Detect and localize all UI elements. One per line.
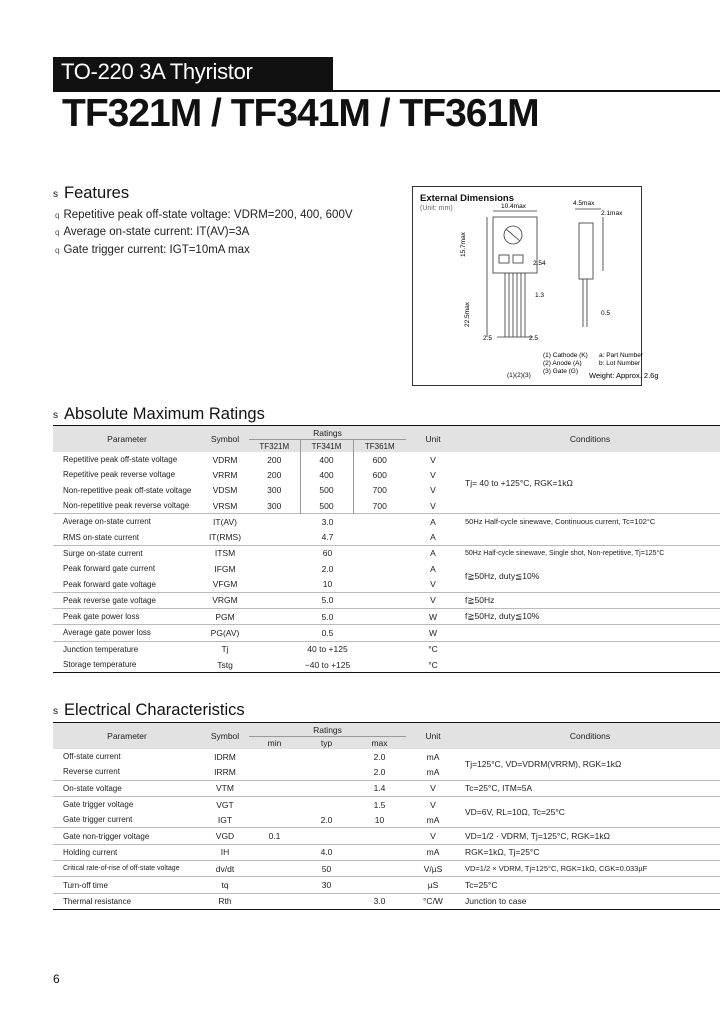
package-weight: Weight: Approx. 2.6g xyxy=(589,371,659,380)
table-row: RMS on-state current IT(RMS) 4.7 A xyxy=(63,532,436,543)
electrical-heading: s Electrical Characteristics xyxy=(53,701,245,719)
table-row: Repetitive peak off-state voltage VDRM 200 400 600 V Tj= 40 to +125°C, RGK=1kΩ xyxy=(53,452,720,467)
features-heading: s Features xyxy=(53,184,130,202)
section-bullet: s xyxy=(53,706,58,717)
table-row: Turn-off time tq 30 µS Tc=25°C xyxy=(53,877,720,893)
pin-label: (2) Anode (A) xyxy=(543,360,582,367)
col-header-symbol: Symbol xyxy=(201,426,249,453)
table-row: Non-repetitive peak reverse voltage VRSM 300 500 700 V xyxy=(53,498,720,514)
absolute-maximum-ratings-table xyxy=(53,425,720,673)
dimensions-title: External Dimensions xyxy=(420,193,514,204)
dim-label: 0.5 xyxy=(601,310,611,317)
pin-numbers: (1)(2)(3) xyxy=(507,372,531,379)
col-header-parameter: Parameter xyxy=(53,723,201,750)
page-title: TF321M / TF341M / TF361M xyxy=(62,92,539,135)
dim-label: 15.7max xyxy=(460,232,467,257)
table-row: Storage temperature Tstg −40 to +125 °C xyxy=(53,657,720,673)
col-header-conditions: Conditions xyxy=(460,426,720,453)
condition-cell: 50Hz Half-cycle sinewave, Continuous current, Tc=102°C xyxy=(460,514,720,530)
package-body-front xyxy=(493,217,537,273)
table-row: Peak gate power loss PGM 5.0 W f≧50Hz, duty≦10% xyxy=(53,608,720,624)
col-header-model: TF361M xyxy=(353,440,406,453)
table-row: Off-state current IDRM 2.0 mA Tj=125°C, VD=VDRM(VRRM), RGK=1kΩ xyxy=(53,749,720,764)
table-row: Junction temperature Tj 40 to +125 °C xyxy=(53,641,720,657)
col-header-model: TF321M xyxy=(249,440,300,453)
condition-cell: Tj=125°C, VD=VDRM(VRRM), RGK=1kΩ xyxy=(465,759,622,770)
table-row: Gate non-trigger voltage VGD 0.1 V VD=1/2 · VDRM, Tj=125°C, RGK=1kΩ xyxy=(53,828,720,844)
item-bullet: q xyxy=(55,228,60,237)
package-drawing xyxy=(413,187,659,383)
dim-label: 22.5max xyxy=(464,302,471,327)
col-header-conditions: Conditions xyxy=(460,723,720,750)
col-header-ratings: Ratings xyxy=(249,426,406,440)
dim-label: 10.4max xyxy=(501,203,526,210)
dim-label: 4.5max xyxy=(573,200,595,207)
condition-cell: 50Hz Half-cycle sinewave, Single shot, Non-repetitive, Tj=125°C xyxy=(460,545,720,561)
condition-cell: Junction to case xyxy=(460,893,720,909)
mark-label: b: Lot Number xyxy=(599,360,641,367)
table-row: Peak reverse gate voltage VRGM 5.0 V f≧50Hz xyxy=(53,592,720,608)
section-bullet: s xyxy=(53,410,58,421)
condition-cell: RGK=1kΩ, Tj=25°C xyxy=(460,844,720,860)
table-row: Average gate power loss PG(AV) 0.5 W xyxy=(53,625,720,641)
condition-cell: VD=1/2 · VDRM, Tj=125°C, RGK=1kΩ xyxy=(460,828,720,844)
condition-cell: f≧50Hz, duty≦10% xyxy=(465,570,540,581)
table-row: Non-repetitive peak off-state voltage VDSM 300 500 700 V xyxy=(53,483,720,498)
table-row: Peak forward gate current IFGM 2.0 A f≧50Hz, duty≦10% xyxy=(53,561,720,576)
col-header-typ: typ xyxy=(300,737,353,750)
condition-cell: Tc=25°C, ITM=5A xyxy=(460,780,720,796)
dim-label: 2.5 xyxy=(483,335,493,342)
col-header-symbol: Symbol xyxy=(201,723,249,750)
condition-cell: f≧50Hz xyxy=(460,592,720,608)
feature-item: q Repetitive peak off-state voltage: VDRM=200, 400, 600V xyxy=(55,209,353,221)
feature-item: q Gate trigger current: IGT=10mA max xyxy=(55,244,250,256)
dim-label: 1.3 xyxy=(535,292,545,299)
package-body-side xyxy=(579,223,593,279)
category-title: TO-220 3A Thyristor xyxy=(61,59,253,84)
electrical-characteristics-table xyxy=(53,722,720,910)
pin-label: (1) Cathode (K) xyxy=(543,352,588,359)
condition-cell: Tj= 40 to +125°C, RGK=1kΩ xyxy=(465,477,573,488)
condition-cell: VD=1/2 × VDRM, Tj=125°C, RGK=1kΩ, CGK=0.033µF xyxy=(460,861,720,877)
col-header-min: min xyxy=(249,737,300,750)
table-row: Repetitive peak reverse voltage VRRM 200 400 600 V xyxy=(53,467,720,482)
feature-item: q Average on-state current: IT(AV)=3A xyxy=(55,226,250,238)
pin-label: (3) Gate (G) xyxy=(543,368,579,375)
mark-label: a: Part Number xyxy=(599,352,644,359)
condition-cell: VD=6V, RL=10Ω, Tc=25°C xyxy=(460,796,720,828)
dim-label: 2.5 xyxy=(529,335,539,342)
condition-cell: Tc=25°C xyxy=(460,877,720,893)
section-bullet: s xyxy=(53,189,58,200)
col-header-model: TF341M xyxy=(300,440,353,453)
table-row: Average on-state current IT(AV) 3.0 A 50Hz Half-cycle sinewave, Continuous current, Tc=102°C xyxy=(53,514,720,530)
table-row: On-state voltage VTM 1.4 V Tc=25°C, ITM=5A xyxy=(53,780,720,796)
table-row: Reverse current IRRM 2.0 mA xyxy=(63,766,440,777)
table-header-row xyxy=(53,426,720,440)
table-row: Surge on-state current ITSM 60 A 50Hz Half-cycle sinewave, Single shot, Non-repetitive, Tj=125°C xyxy=(53,545,720,561)
item-bullet: q xyxy=(55,246,60,255)
table-row: Holding current IH 4.0 mA RGK=1kΩ, Tj=25°C xyxy=(53,844,720,860)
table-row: Thermal resistance Rth 3.0 °C/W Junction to case xyxy=(53,893,720,909)
table-row: Gate trigger current IGT 2.0 10 mA xyxy=(63,814,440,825)
col-header-max: max xyxy=(353,737,406,750)
table-row: Gate trigger voltage VGT 1.5 V VD=6V, RL=10Ω, Tc=25°C xyxy=(53,796,720,812)
table-header-row xyxy=(53,723,720,737)
table-row: Critical rate-of-rise of off-state voltage dv/dt 50 V/µS VD=1/2 × VDRM, Tj=125°C, RGK=1kΩ, CGK=0.033µF xyxy=(53,861,720,877)
item-bullet: q xyxy=(55,211,60,220)
col-header-parameter: Parameter xyxy=(53,426,201,453)
abs-max-heading: s Absolute Maximum Ratings xyxy=(53,405,265,423)
col-header-unit: Unit xyxy=(406,426,460,453)
page-number: 6 xyxy=(53,972,60,986)
table-row: Peak forward gate voltage VFGM 10 V xyxy=(63,579,436,590)
dim-label: 2.1max xyxy=(601,210,623,217)
col-header-ratings: Ratings xyxy=(249,723,406,737)
dim-label: 2.54 xyxy=(533,260,546,267)
col-header-unit: Unit xyxy=(406,723,460,750)
dimensions-unit: (Unit: mm) xyxy=(420,205,453,212)
condition-cell: f≧50Hz, duty≦10% xyxy=(460,608,720,624)
